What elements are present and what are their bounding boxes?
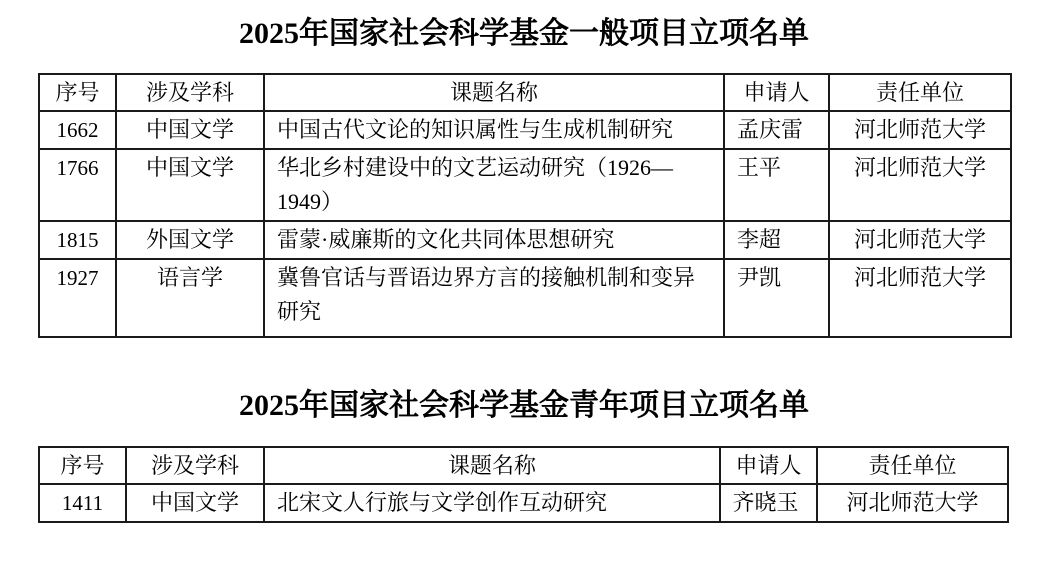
column-header-institution: 责任单位	[829, 74, 1011, 111]
cell-project-title: 冀鲁官话与晋语边界方言的接触机制和变异研究	[264, 259, 724, 337]
column-header-serial: 序号	[39, 447, 126, 484]
table-header-row	[39, 447, 1008, 484]
column-header-applicant: 申请人	[720, 447, 817, 484]
table-row	[39, 149, 1011, 221]
cell-institution: 河北师范大学	[817, 484, 1008, 522]
cell-discipline: 中国文学	[126, 484, 264, 522]
cell-project-title: 华北乡村建设中的文艺运动研究（1926—1949）	[264, 149, 724, 221]
cell-institution: 河北师范大学	[829, 221, 1011, 259]
general-projects-table	[38, 73, 1012, 338]
cell-institution: 河北师范大学	[829, 149, 1011, 221]
column-header-applicant: 申请人	[724, 74, 829, 111]
cell-discipline: 中国文学	[116, 111, 264, 149]
column-header-project-title: 课题名称	[264, 447, 720, 484]
table-row	[39, 259, 1011, 337]
column-header-project-title: 课题名称	[264, 74, 724, 111]
cell-serial: 1662	[39, 111, 116, 149]
table-row	[39, 111, 1011, 149]
youth-projects-title: 2025年国家社会科学基金青年项目立项名单	[239, 389, 809, 422]
cell-institution: 河北师范大学	[829, 111, 1011, 149]
cell-applicant: 王平	[724, 149, 829, 221]
column-header-discipline: 涉及学科	[116, 74, 264, 111]
cell-serial: 1411	[39, 484, 126, 522]
general-projects-title: 2025年国家社会科学基金一般项目立项名单	[239, 17, 809, 50]
column-header-institution: 责任单位	[817, 447, 1008, 484]
cell-serial: 1766	[39, 149, 116, 221]
cell-serial: 1927	[39, 259, 116, 337]
cell-project-title: 中国古代文论的知识属性与生成机制研究	[264, 111, 724, 149]
cell-applicant: 孟庆雷	[724, 111, 829, 149]
cell-applicant: 尹凯	[724, 259, 829, 337]
cell-project-title: 北宋文人行旅与文学创作互动研究	[264, 484, 720, 522]
cell-applicant: 李超	[724, 221, 829, 259]
cell-discipline: 语言学	[116, 259, 264, 337]
cell-discipline: 外国文学	[116, 221, 264, 259]
cell-project-title: 雷蒙·威廉斯的文化共同体思想研究	[264, 221, 724, 259]
column-header-discipline: 涉及学科	[126, 447, 264, 484]
table-row	[39, 484, 1008, 522]
cell-serial: 1815	[39, 221, 116, 259]
cell-applicant: 齐晓玉	[720, 484, 817, 522]
youth-projects-table	[38, 446, 1009, 523]
column-header-serial: 序号	[39, 74, 116, 111]
table-row	[39, 221, 1011, 259]
cell-institution: 河北师范大学	[829, 259, 1011, 337]
table-header-row	[39, 74, 1011, 111]
cell-discipline: 中国文学	[116, 149, 264, 221]
